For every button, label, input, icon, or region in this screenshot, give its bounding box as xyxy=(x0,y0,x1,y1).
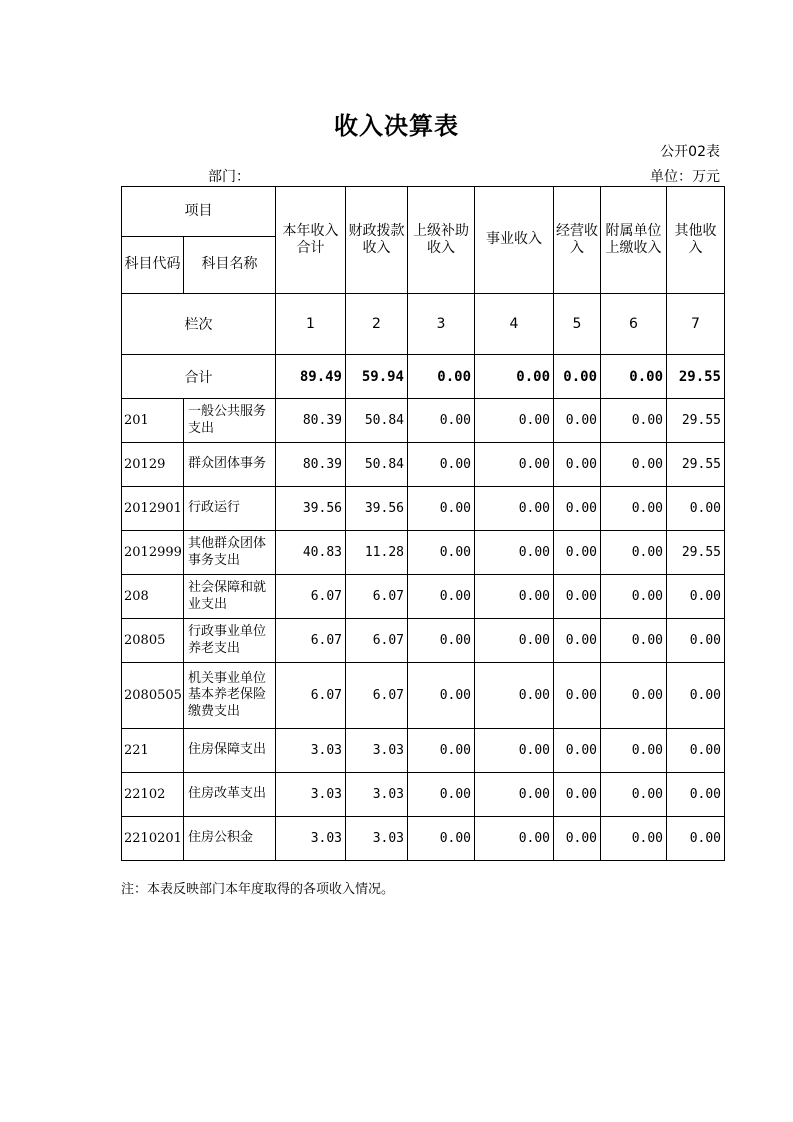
amount-cell: 29.55 xyxy=(667,443,725,487)
amount-cell: 0.00 xyxy=(475,773,554,817)
table-row xyxy=(122,663,725,729)
subject-code: 2080505 xyxy=(122,663,184,729)
amount-cell: 0.00 xyxy=(554,531,601,575)
subject-code: 2012999 xyxy=(122,531,184,575)
table-row xyxy=(122,773,725,817)
table-row xyxy=(122,729,725,773)
total-cell: 0.00 xyxy=(601,355,667,399)
amount-cell: 0.00 xyxy=(475,399,554,443)
amount-cell: 0.00 xyxy=(667,663,725,729)
amount-cell: 3.03 xyxy=(346,817,408,861)
header-total-income: 本年收入合计 xyxy=(276,187,346,294)
table-number: 公开02表 xyxy=(660,144,720,160)
amount-cell: 0.00 xyxy=(601,817,667,861)
subject-name: 社会保障和就业支出 xyxy=(184,575,276,619)
subject-code: 221 xyxy=(122,729,184,773)
amount-cell: 6.07 xyxy=(346,619,408,663)
total-row xyxy=(122,355,725,399)
table-row xyxy=(122,619,725,663)
amount-cell: 6.07 xyxy=(276,619,346,663)
amount-cell: 0.00 xyxy=(667,487,725,531)
header-subject-code: 科目代码 xyxy=(122,237,184,294)
header-other-income: 其他收入 xyxy=(667,187,725,294)
subject-code: 201 xyxy=(122,399,184,443)
department-label: 部门： xyxy=(208,169,250,185)
subject-code: 2210201 xyxy=(122,817,184,861)
amount-cell: 0.00 xyxy=(554,487,601,531)
amount-cell: 0.00 xyxy=(408,817,475,861)
amount-cell: 6.07 xyxy=(276,663,346,729)
header-operating-income: 经营收入 xyxy=(554,187,601,294)
amount-cell: 39.56 xyxy=(276,487,346,531)
lanci-row xyxy=(122,294,725,355)
lanci-cell: 1 xyxy=(276,294,346,355)
amount-cell: 0.00 xyxy=(601,531,667,575)
header-business-income: 事业收入 xyxy=(475,187,554,294)
amount-cell: 0.00 xyxy=(475,443,554,487)
amount-cell: 80.39 xyxy=(276,399,346,443)
subject-name: 住房公积金 xyxy=(184,817,276,861)
amount-cell: 0.00 xyxy=(601,619,667,663)
amount-cell: 0.00 xyxy=(667,817,725,861)
lanci-cell: 3 xyxy=(408,294,475,355)
amount-cell: 0.00 xyxy=(601,399,667,443)
table-row xyxy=(122,487,725,531)
amount-cell: 0.00 xyxy=(554,575,601,619)
amount-cell: 50.84 xyxy=(346,443,408,487)
header-superior-subsidy: 上级补助收入 xyxy=(408,187,475,294)
total-cell: 29.55 xyxy=(667,355,725,399)
subject-name: 行政运行 xyxy=(184,487,276,531)
amount-cell: 29.55 xyxy=(667,399,725,443)
amount-cell: 40.83 xyxy=(276,531,346,575)
amount-cell: 0.00 xyxy=(408,443,475,487)
amount-cell: 0.00 xyxy=(554,773,601,817)
amount-cell: 0.00 xyxy=(408,487,475,531)
subject-name: 住房改革支出 xyxy=(184,773,276,817)
amount-cell: 0.00 xyxy=(475,619,554,663)
amount-cell: 0.00 xyxy=(475,575,554,619)
amount-cell: 0.00 xyxy=(554,619,601,663)
amount-cell: 0.00 xyxy=(475,817,554,861)
lanci-cell: 5 xyxy=(554,294,601,355)
header-item: 项目 xyxy=(122,187,276,237)
header-subject-name: 科目名称 xyxy=(184,237,276,294)
total-cell: 59.94 xyxy=(346,355,408,399)
amount-cell: 6.07 xyxy=(346,663,408,729)
subject-name: 行政事业单位养老支出 xyxy=(184,619,276,663)
amount-cell: 0.00 xyxy=(667,575,725,619)
table-row xyxy=(122,531,725,575)
amount-cell: 0.00 xyxy=(554,663,601,729)
amount-cell: 0.00 xyxy=(601,663,667,729)
amount-cell: 0.00 xyxy=(408,531,475,575)
subject-code: 2012901 xyxy=(122,487,184,531)
subject-code: 22102 xyxy=(122,773,184,817)
amount-cell: 0.00 xyxy=(475,531,554,575)
amount-cell: 0.00 xyxy=(408,399,475,443)
lanci-label: 栏次 xyxy=(122,294,276,355)
header-fiscal-appropriation: 财政拨款收入 xyxy=(346,187,408,294)
amount-cell: 0.00 xyxy=(408,575,475,619)
lanci-cell: 7 xyxy=(667,294,725,355)
amount-cell: 0.00 xyxy=(601,773,667,817)
subject-name: 群众团体事务 xyxy=(184,443,276,487)
amount-cell: 0.00 xyxy=(475,729,554,773)
table-row xyxy=(122,575,725,619)
subject-code: 20129 xyxy=(122,443,184,487)
amount-cell: 0.00 xyxy=(554,729,601,773)
amount-cell: 6.07 xyxy=(276,575,346,619)
amount-cell: 0.00 xyxy=(554,399,601,443)
table-row xyxy=(122,443,725,487)
amount-cell: 3.03 xyxy=(276,817,346,861)
total-cell: 0.00 xyxy=(554,355,601,399)
amount-cell: 3.03 xyxy=(346,729,408,773)
amount-cell: 0.00 xyxy=(408,773,475,817)
total-label: 合计 xyxy=(122,355,276,399)
amount-cell: 0.00 xyxy=(554,817,601,861)
amount-cell: 0.00 xyxy=(475,487,554,531)
footnote: 注：本表反映部门本年度取得的各项收入情况。 xyxy=(121,882,395,897)
table-row xyxy=(122,817,725,861)
lanci-cell: 2 xyxy=(346,294,408,355)
total-cell: 0.00 xyxy=(408,355,475,399)
income-table xyxy=(121,186,725,861)
amount-cell: 6.07 xyxy=(346,575,408,619)
amount-cell: 39.56 xyxy=(346,487,408,531)
page-title: 收入决算表 xyxy=(334,112,459,140)
amount-cell: 0.00 xyxy=(667,619,725,663)
amount-cell: 0.00 xyxy=(408,729,475,773)
amount-cell: 0.00 xyxy=(601,575,667,619)
amount-cell: 3.03 xyxy=(276,729,346,773)
amount-cell: 0.00 xyxy=(475,663,554,729)
header-affiliated-income: 附属单位上缴收入 xyxy=(601,187,667,294)
subject-name: 住房保障支出 xyxy=(184,729,276,773)
amount-cell: 3.03 xyxy=(346,773,408,817)
lanci-cell: 6 xyxy=(601,294,667,355)
amount-cell: 0.00 xyxy=(667,773,725,817)
unit-label: 单位：万元 xyxy=(650,169,720,185)
amount-cell: 3.03 xyxy=(276,773,346,817)
amount-cell: 0.00 xyxy=(667,729,725,773)
amount-cell: 0.00 xyxy=(601,487,667,531)
subject-name: 其他群众团体事务支出 xyxy=(184,531,276,575)
total-cell: 0.00 xyxy=(475,355,554,399)
subject-code: 208 xyxy=(122,575,184,619)
subject-name: 机关事业单位基本养老保险缴费支出 xyxy=(184,663,276,729)
amount-cell: 0.00 xyxy=(601,729,667,773)
subject-code: 20805 xyxy=(122,619,184,663)
amount-cell: 50.84 xyxy=(346,399,408,443)
amount-cell: 0.00 xyxy=(554,443,601,487)
amount-cell: 80.39 xyxy=(276,443,346,487)
lanci-cell: 4 xyxy=(475,294,554,355)
subject-name: 一般公共服务支出 xyxy=(184,399,276,443)
total-cell: 89.49 xyxy=(276,355,346,399)
amount-cell: 0.00 xyxy=(408,619,475,663)
amount-cell: 0.00 xyxy=(601,443,667,487)
amount-cell: 0.00 xyxy=(408,663,475,729)
amount-cell: 29.55 xyxy=(667,531,725,575)
table-row xyxy=(122,399,725,443)
amount-cell: 11.28 xyxy=(346,531,408,575)
